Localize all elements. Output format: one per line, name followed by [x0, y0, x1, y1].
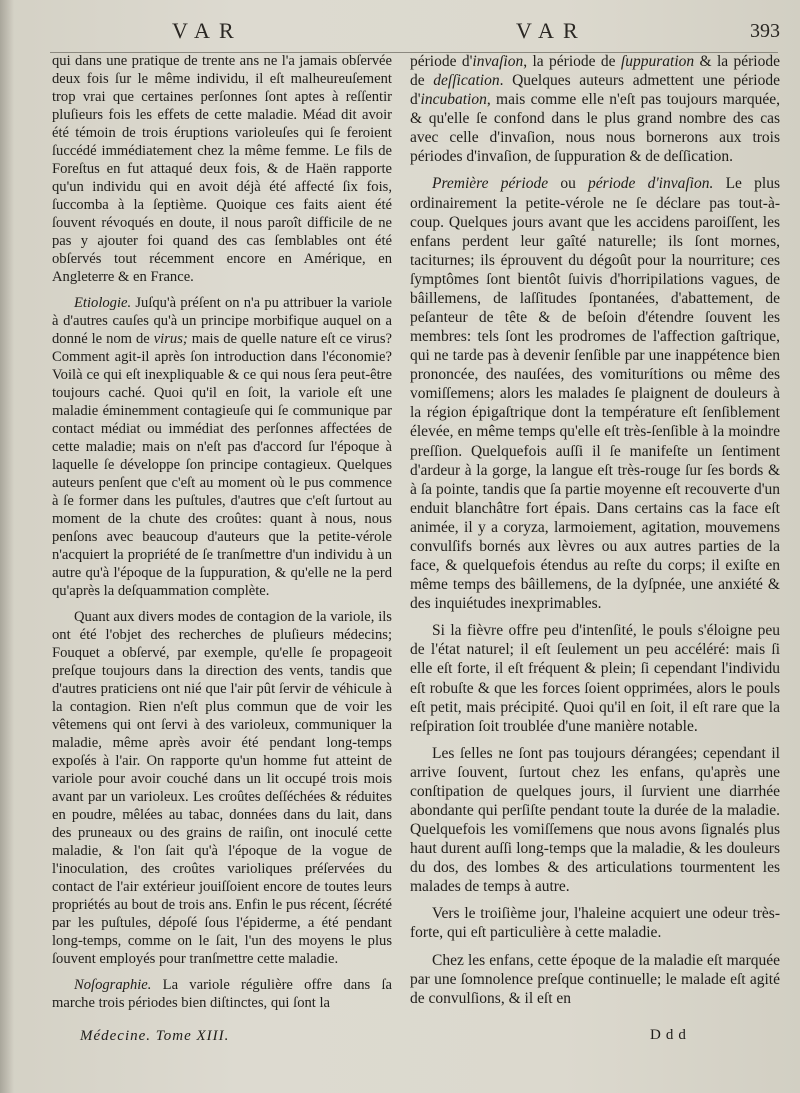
running-head-left: VAR	[172, 18, 243, 43]
paragraph-selles: Les ſelles ne ſont pas toujours dérangées; cependant il arrive ſouvent, ſurtout chez les enfans, qu'après une conſtipation de quelques jours, il ſurvient une diarrhée abondante qui perſiſte pendant toute la durée de la maladie. Quelquefois les vomiſſemens que nous avons ſignalés plus haut durent auſſi long-temps que la maladie, & les douleurs du dos, des lombes & des articulations tourmentent les malades de temps à autre.	[410, 744, 780, 896]
section-heading-etiologie: Etiologie.	[74, 295, 132, 311]
paragraph-text: mais de quelle nature eſt ce virus? Comment agit-il après ſon introduction dans l'économie? Voilà ce qui eſt inexpliquable & ce qui nous ſera peut-être toujours caché. Quoi qu'il en ſoit, la variole eſt une maladie éminemment contagieuſe qui ſe communique par contact médiat ou immédiat des perſonnes affectées de cette maladie; mais on n'eſt pas d'accord ſur l'époque à laquelle ſe développe ſon principe contagieux. Quelques auteurs penſent que c'eſt au moment où le pus commence à ſe former dans les puſtules, d'autres que c'eſt ſurtout au moment de la chute des croûtes: quant à nous, nous penſons avec beaucoup d'auteurs que la petite-vérole n'acquiert la propriété de ſe tranſmettre d'un individu à un autre qu'à l'époque de la ſuppuration, & qu'elle ne la perd qu'après la deſquammation complète.	[52, 331, 392, 599]
paragraph-text: , la période de	[523, 53, 621, 70]
paragraph-text: ou	[548, 175, 589, 193]
paragraph-text: , mais comme elle n'eſt pas toujours marquée, & qu'elle ſe confond dans le plus grand nombre des cas avec celle d'invaſion, nous nous bornerons aux trois périodes d'invaſion, de ſuppuration & de deſſication.	[410, 91, 780, 166]
paragraph-contagion: Quant aux divers modes de contagion de la variole, ils ont été l'objet des recherches de pluſieurs médecins; Fouquet a obſervé, par exemple, qu'elle ſe propageoit preſque toujours dans la direction des vents, tandis que d'autres praticiens ont nié que l'air pût ſervir de véhicule à la contagion. Rien n'eſt plus commun que de voir les vêtemens qui ont ſervi à des varioleux, communiquer la maladie, même après avoir été pendant long-temps expoſés à l'air. On rapporte qu'un homme fut atteint de variole pour avoir couché dans un lit occupé trois mois avant par un varioleux. Les croûtes deſſéchées & réduites en poudre, mêlées au tabac, données dans du lait, dans des pruneaux ou des grains de raiſin, ont inoculé cette maladie, & l'on ſait qu'à l'époque de la vogue de l'inoculation, des croûtes varioliques préſervées du contact de l'air extérieur jouiſſoient encore de toutes leurs propriétés au bout de trois ans. Enfin le pus récent, ſécrété par les puſtules, dépoſé ſous l'épiderme, a été pendant long-temps, comme on le ſait, l'un des moyens le plus ſouvent employés pour tranſmettre cette maladie.	[52, 609, 392, 967]
term-dessication: deſſication	[433, 72, 500, 90]
term-incubation: incubation	[420, 91, 487, 109]
paragraph-text: Le plus ordinairement la petite-vérole ne ſe déclare pas tout-à-coup. Quelques jours avant que les accidens paroiſſent, les enfans perdent leur gaîté naturelle; ils ſont mornes, taciturnes; ils éprouvent du dégoût pour la nourriture; ces ſymptômes ſont bientôt ſuivis d'horripilations vagues, de bâillemens, de laſſitudes ſpontanées, d'abattement, de peſanteur de tête & de beſoin d'étendre ſouvent les membres: tels ſont les prodromes de l'affection gaſtrique, qui ne tarde pas à devenir ſenſible par une inappétence bien prononcée, des nauſées, des vomiturítions ou même des vomiſſemens; alors les malades ſe plaignent de douleurs à la région épigaſtrique dont la température eſt ſenſiblement élevée, en même temps qu'elle eſt très-ſenſible à la moindre preſſion. Quelquefois auſſi il ſe manifeſte un ſentiment d'ardeur à la gorge, la langue eſt très-rouge ſur ſes bords & à ſa pointe, tandis que ſa partie moyenne eſt recouverte d'un enduit blanchâtre fort épais. Dans certains cas la face eſt animée, il y a coryza, larmoiement, agitation, mouvemens convulſifs bornés aux lèvres ou aux autres parties de la face, & quelquefois étendus au reſte du corps; il exiſte en même temps des bâillemens, de la dyſpnée, une anxiété & des inquiétudes inexprimables.	[410, 175, 780, 613]
section-heading-nosographie: Noſographie.	[74, 977, 152, 993]
signature-line: Médecine. Tome XIII.	[80, 1028, 230, 1044]
paragraph-pouls: Si la fièvre offre peu d'intenſité, le pouls s'éloigne peu de l'état naturel; il eſt ſeulement un peu accéléré: mais ſi elle eſt forte, il eſt fréquent & plein; ſi cependant l'individu eſt robuſte & que les forces ſoient opprimées, alors le pouls eſt petit, mais précipité. Quoi qu'il en ſoit, il eſt rare que la reſpiration ſoit troublée d'une manière notable.	[410, 622, 780, 735]
signature-mark: Ddd	[650, 1027, 691, 1043]
paragraph-text: La variole régulière offre dans ſa marche trois périodes bien diſtinctes, qui ſont la	[52, 977, 392, 1011]
term-suppuration: ſuppuration	[620, 53, 695, 70]
term-virus: virus;	[153, 331, 188, 347]
paragraph-text: . Quelques auteurs admettent une période d'	[410, 72, 780, 109]
paragraph-enfans: Chez les enfans, cette époque de la maladie eſt marquée par une ſomnolence preſque continuelle; le malade eſt agité de convulſions, & il eſt en	[410, 951, 780, 1007]
left-column	[52, 52, 392, 1020]
section-heading-premiere-periode: Première période	[432, 175, 549, 193]
page-number: 393	[750, 20, 780, 42]
paragraph-nosographie	[52, 976, 392, 1012]
paragraph-etiologie	[52, 294, 392, 600]
paragraph-text: période d'	[410, 53, 473, 70]
section-heading-periode-invasion: période d'invaſion.	[588, 175, 714, 193]
paragraph-periods	[410, 52, 780, 166]
paragraph-text: Juſqu'à préſent on n'a pu attribuer la variole à d'autres cauſes qu'à un principe morbifique auquel on a donné le nom de	[52, 295, 392, 347]
right-column	[410, 52, 780, 1016]
paragraph-text: & la période de	[410, 53, 780, 90]
running-head-right: VAR	[516, 18, 587, 43]
term-invasion: invaſion	[472, 53, 524, 70]
paragraph-premiere-periode	[410, 174, 780, 613]
page-gutter-shadow	[0, 0, 14, 1093]
paragraph-haleine: Vers le troiſième jour, l'haleine acquiert une odeur très-forte, qui eſt particulière à cette maladie.	[410, 905, 780, 942]
paragraph-recurrence: qui dans une pratique de trente ans ne l'a jamais obſervée deux fois ſur le même individu, il eſt malheureuſement trop vrai que certaines perſonnes ſont aptes à reſſentir pluſieurs fois les effets de cette maladie. Méad dit avoir été témoin de trois éruptions varioleuſes qui ſe feroient ſuccédé immédiatement chez la même femme. Le fils de Foreſtus en fut attaqué deux fois, & de Haën rapporte qu'un individu qui en avoit déjà été affecté ſix fois, ſuccomba à la ſeptième. Quoique ces faits aient été ſouvent révoqués en doute, il nous paroît difficile de ne pas y ajouter foi quand des cas ſemblables ont été obſervés tout récemment encore en Amérique, en Angleterre & en France.	[52, 53, 392, 285]
